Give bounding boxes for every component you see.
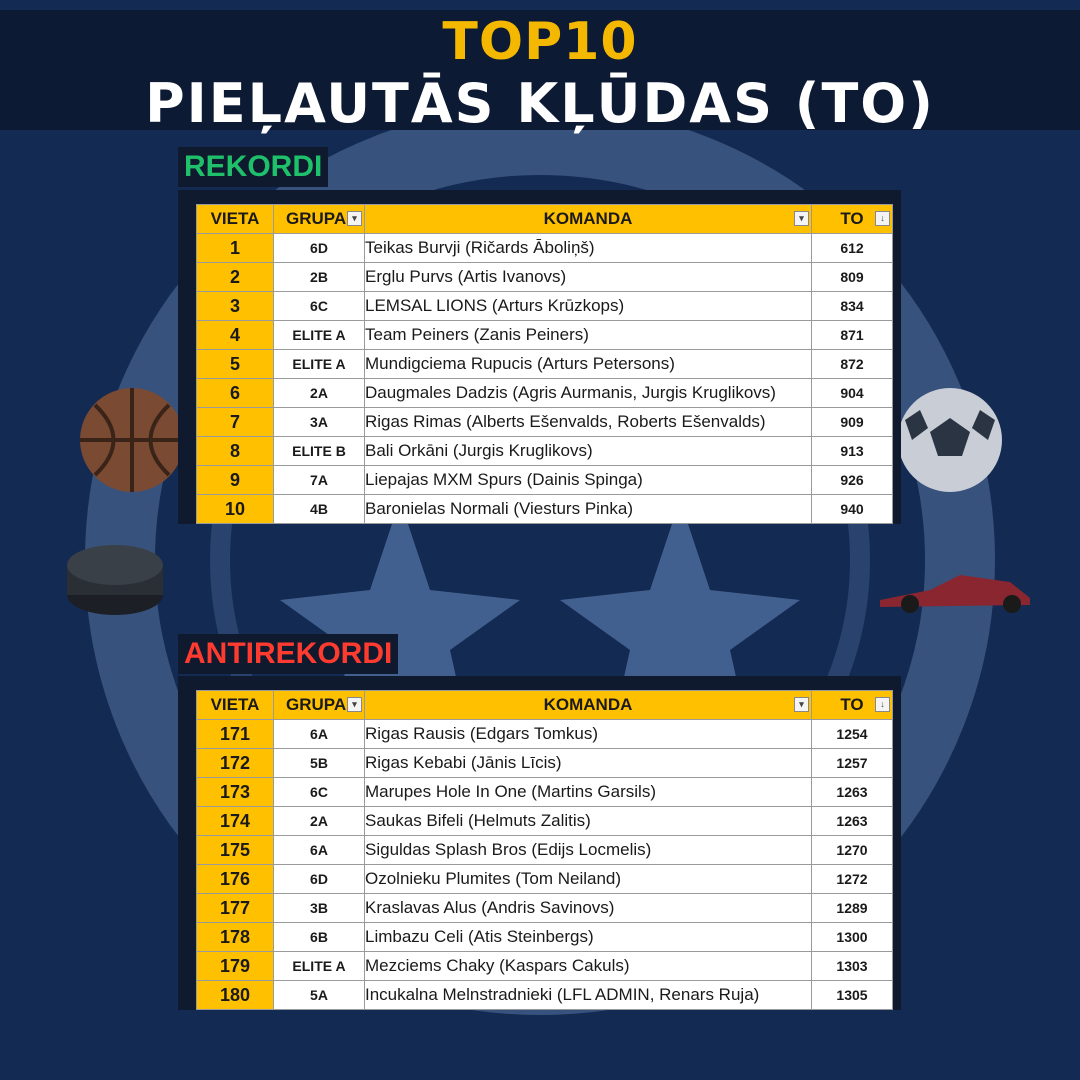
to-cell: 1289	[812, 894, 893, 923]
col-header-rank: VIETA	[197, 205, 274, 234]
group-cell: 6C	[274, 778, 365, 807]
rank-cell: 3	[197, 292, 274, 321]
antirecords-label: ANTIREKORDI	[178, 634, 398, 674]
team-cell: Incukalna Melnstradnieki (LFL ADMIN, Renars Ruja)	[365, 981, 812, 1010]
rank-cell: 173	[197, 778, 274, 807]
to-cell: 1272	[812, 865, 893, 894]
table-row	[197, 437, 893, 466]
antirecords-body	[197, 720, 893, 1010]
table-row	[197, 778, 893, 807]
team-cell: Erglu Purvs (Artis Ivanovs)	[365, 263, 812, 292]
group-cell: 6B	[274, 923, 365, 952]
title-bar	[0, 10, 1080, 135]
rank-cell: 174	[197, 807, 274, 836]
col-header-to: TO ↓	[812, 205, 893, 234]
group-cell: ELITE A	[274, 321, 365, 350]
table-row	[197, 894, 893, 923]
group-cell: 2A	[274, 379, 365, 408]
table-row	[197, 379, 893, 408]
rank-cell: 4	[197, 321, 274, 350]
team-cell: Rigas Kebabi (Jānis Līcis)	[365, 749, 812, 778]
team-cell: Mezciems Chaky (Kaspars Cakuls)	[365, 952, 812, 981]
team-cell: Rigas Rimas (Alberts Ešenvalds, Roberts Ešenvalds)	[365, 408, 812, 437]
team-cell: Kraslavas Alus (Andris Savinovs)	[365, 894, 812, 923]
rank-cell: 179	[197, 952, 274, 981]
basketball-icon	[80, 388, 184, 492]
table-row	[197, 720, 893, 749]
group-cell: 3B	[274, 894, 365, 923]
records-header-row	[197, 205, 893, 234]
table-row	[197, 321, 893, 350]
team-cell: LEMSAL LIONS (Arturs Krūzkops)	[365, 292, 812, 321]
group-cell: 5A	[274, 981, 365, 1010]
records-panel	[178, 190, 901, 524]
group-cell: ELITE A	[274, 952, 365, 981]
table-row	[197, 263, 893, 292]
group-cell: 6D	[274, 865, 365, 894]
team-cell: Mundigciema Rupucis (Arturs Petersons)	[365, 350, 812, 379]
team-cell: Ozolnieku Plumites (Tom Neiland)	[365, 865, 812, 894]
to-cell: 871	[812, 321, 893, 350]
to-cell: 904	[812, 379, 893, 408]
rank-cell: 7	[197, 408, 274, 437]
col-header-to: TO ↓	[812, 691, 893, 720]
rank-cell: 171	[197, 720, 274, 749]
team-cell: Baronielas Normali (Viesturs Pinka)	[365, 495, 812, 524]
group-cell: 5B	[274, 749, 365, 778]
table-row	[197, 495, 893, 524]
team-cell: Rigas Rausis (Edgars Tomkus)	[365, 720, 812, 749]
group-cell: 6A	[274, 836, 365, 865]
table-row	[197, 981, 893, 1010]
table-row	[197, 350, 893, 379]
sort-ascending-icon[interactable]: ↓	[875, 211, 890, 226]
team-cell: Siguldas Splash Bros (Edijs Locmelis)	[365, 836, 812, 865]
rank-cell: 175	[197, 836, 274, 865]
records-label: REKORDI	[178, 147, 328, 187]
page-subtitle: TOP10	[442, 12, 638, 72]
rank-cell: 1	[197, 234, 274, 263]
filter-dropdown-icon[interactable]: ▾	[347, 697, 362, 712]
to-cell: 1263	[812, 778, 893, 807]
group-cell: 3A	[274, 408, 365, 437]
rank-cell: 10	[197, 495, 274, 524]
records-table	[196, 204, 893, 524]
filter-dropdown-icon[interactable]: ▾	[794, 697, 809, 712]
to-cell: 612	[812, 234, 893, 263]
rank-cell: 9	[197, 466, 274, 495]
filter-dropdown-icon[interactable]: ▾	[347, 211, 362, 226]
to-cell: 1303	[812, 952, 893, 981]
rank-cell: 172	[197, 749, 274, 778]
to-cell: 1263	[812, 807, 893, 836]
antirecords-header-row	[197, 691, 893, 720]
to-cell: 1300	[812, 923, 893, 952]
sort-descending-icon[interactable]: ↓	[875, 697, 890, 712]
team-cell: Team Peiners (Zanis Peiners)	[365, 321, 812, 350]
col-header-rank: VIETA	[197, 691, 274, 720]
group-cell: 6D	[274, 234, 365, 263]
to-cell: 940	[812, 495, 893, 524]
table-row	[197, 952, 893, 981]
rank-cell: 177	[197, 894, 274, 923]
table-row	[197, 749, 893, 778]
to-cell: 926	[812, 466, 893, 495]
col-header-team: KOMANDA ▾	[365, 205, 812, 234]
antirecords-panel	[178, 676, 901, 1010]
page-title: PIEĻAUTĀS KĻŪDAS (TO)	[145, 72, 935, 135]
team-cell: Teikas Burvji (Ričards Āboliņš)	[365, 234, 812, 263]
to-cell: 913	[812, 437, 893, 466]
records-body	[197, 234, 893, 524]
to-cell: 1257	[812, 749, 893, 778]
table-row	[197, 836, 893, 865]
col-header-group: GRUPA ▾	[274, 205, 365, 234]
rank-cell: 180	[197, 981, 274, 1010]
group-cell: 6A	[274, 720, 365, 749]
to-cell: 1254	[812, 720, 893, 749]
filter-dropdown-icon[interactable]: ▾	[794, 211, 809, 226]
rank-cell: 6	[197, 379, 274, 408]
to-cell: 809	[812, 263, 893, 292]
rank-cell: 8	[197, 437, 274, 466]
table-row	[197, 807, 893, 836]
team-cell: Marupes Hole In One (Martins Garsils)	[365, 778, 812, 807]
group-cell: ELITE A	[274, 350, 365, 379]
antirecords-table	[196, 690, 893, 1010]
to-cell: 872	[812, 350, 893, 379]
to-cell: 1305	[812, 981, 893, 1010]
team-cell: Limbazu Celi (Atis Steinbergs)	[365, 923, 812, 952]
team-cell: Saukas Bifeli (Helmuts Zalitis)	[365, 807, 812, 836]
rank-cell: 5	[197, 350, 274, 379]
to-cell: 1270	[812, 836, 893, 865]
table-row	[197, 923, 893, 952]
to-cell: 834	[812, 292, 893, 321]
table-row	[197, 408, 893, 437]
team-cell: Bali Orkāni (Jurgis Kruglikovs)	[365, 437, 812, 466]
hockey-puck-icon	[67, 545, 163, 615]
col-header-team: KOMANDA ▾	[365, 691, 812, 720]
rank-cell: 178	[197, 923, 274, 952]
col-header-group: GRUPA ▾	[274, 691, 365, 720]
group-cell: 7A	[274, 466, 365, 495]
table-row	[197, 234, 893, 263]
group-cell: 4B	[274, 495, 365, 524]
group-cell: 6C	[274, 292, 365, 321]
group-cell: ELITE B	[274, 437, 365, 466]
table-row	[197, 292, 893, 321]
soccer-ball-icon	[898, 388, 1002, 492]
rank-cell: 2	[197, 263, 274, 292]
rank-cell: 176	[197, 865, 274, 894]
group-cell: 2A	[274, 807, 365, 836]
to-cell: 909	[812, 408, 893, 437]
table-row	[197, 466, 893, 495]
team-cell: Liepajas MXM Spurs (Dainis Spinga)	[365, 466, 812, 495]
team-cell: Daugmales Dadzis (Agris Aurmanis, Jurgis Kruglikovs)	[365, 379, 812, 408]
group-cell: 2B	[274, 263, 365, 292]
table-row	[197, 865, 893, 894]
